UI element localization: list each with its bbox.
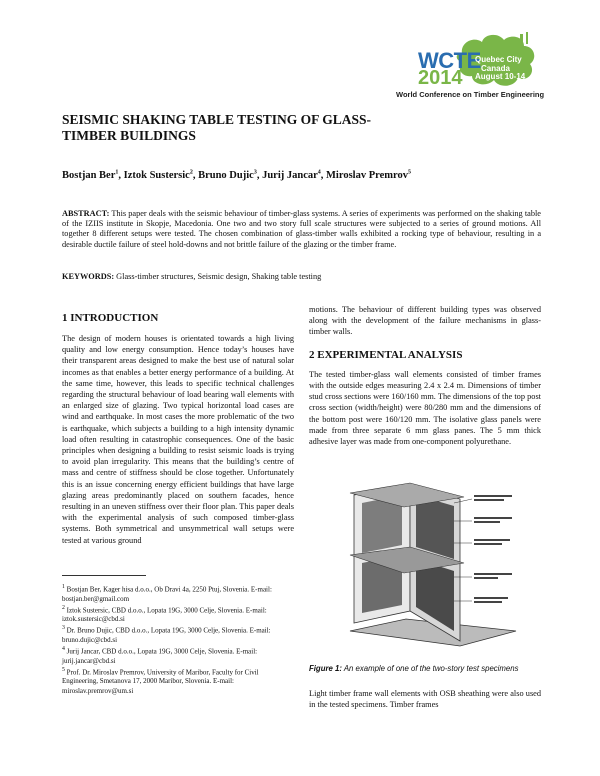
figure-test-specimen [340,481,518,652]
footnote-divider [62,575,146,576]
right-column [309,304,541,447]
footnotes [62,583,294,696]
author: Iztok Sustersic$^2$, [123,169,199,181]
section-heading-experimental: 2 EXPERIMENTAL ANALYSIS [309,348,463,361]
figure-label: Figure 1: [309,664,342,673]
abstract-text: This paper deals with the seismic behaviour of timber-glass systems. A series of experiments was performed on the shaking table of the IZIIS institute in Skopje, Macedonia. One two and two story full scale structures were subjected to a series of ground motions. All together 8 different setups were tested. The chosen combination of glass-timber walls exhibited a rocking type of behaviour, resulting in a desirable ductile failure of steel hold-downs and not brittle failure of the glazing or the timber frame. [62,209,541,249]
column2-bottom-text: Light timber frame wall elements with OSB sheathing were also used in the tested specimens. Timber frames [309,689,541,710]
footnote: $^5$ Prof. Dr. Miroslav Premrov, University of Maribor, Faculty for Civil Engineering, Smetanova 17, 2000 Maribor, Slovenia. E-mail: miroslav.premrov@um.si [62,666,259,695]
logo-acronym: WCTE [418,48,481,73]
conference-name: World Conference on Timber Engineering [396,90,545,99]
keywords-text: Glass-timber structures, Seismic design, Shaking table testing [116,272,322,281]
experimental-text: The tested timber-glass wall elements consisted of timber frames with the outside edges measuring 2.4 x 2.4 m. Dimensions of timber stud cross sections were 160/160 mm. The dimensions of the top post cross section (width/height) were 80/280 mm and the dimensions of the bottom post were 160/120 mm. The isolative glass panels were made from three separate 6 mm glass panes. The 5 mm thick adhesive layer was made from one-component polyurethane. [309,369,541,447]
author: Jurij Jancar$^4$, [262,169,327,181]
keywords [62,272,541,281]
left-column: 1 INTRODUCTION The design of modern houses is orientated towards a high living quality and low energy consumption. Hence today’s houses have their transparent areas designed to make the best use of natural solar incomes as that enables a better energy performance of a building. At the same time, however, this leads to specific technical challenges regarding the structural behaviour of load bearing wall elements with an enlarged size of glazing. Two typical horizontal load cases are wind and earthquake. In most cases the more problematic of the two is earthquake, which subjects a building to a high intensity dynamic load often resulting in catastrophic consequences. One of the basic principles when designing a building to resist seismic loads is trying to avoid plan irregularity. This means that the building’s centre of mass and centre of stiffness should be close together. Unfortunately this is an issue concerning energy efficient buildings that have large glazing areas predominantly placed on southern facades, hence resulting in an uneven stiffness over their floor plan. This paper deals with the experimental analysis of such composed timber-glass systems. Both symmetrical and unsymmetrical wall setups were tested at various ground [62,312,294,545]
author-list [62,169,411,181]
logo-dates: August 10-14 [475,72,526,81]
keywords-label: KEYWORDS: [62,272,115,281]
figure-caption [309,664,541,674]
footnote: $^4$ Jurij Jancar, CBD d.o.o., Lopata 19G, 3000 Celje, Slovenia. E-mail: jurij.jancar@cbd.si [62,646,258,665]
author: Miroslav Premrov$^5$ [326,169,411,181]
abstract-label: ABSTRACT: [62,209,110,218]
footnote: $^3$ Dr. Bruno Dujic, CBD d.o.o., Lopata 19G, 3000 Celje, Slovenia. E-mail: bruno.dujic@cbd.si [62,625,271,644]
abstract [62,209,541,250]
logo-country: Canada [481,63,510,73]
continuation-text: motions. The behaviour of different building types was observed along with the development of the failure mechanisms in glass-timber walls. [309,305,541,337]
logo-city: Quebec City [475,55,522,64]
footnote: $^2$ Iztok Sustersic, CBD d.o.o., Lopata 19G, 3000 Celje, Slovenia. E-mail: iztok.sustersic@cbd.si [62,604,267,624]
footnote: $^1$ Bostjan Ber, Kager hisa d.o.o., Ob Dravi 4a, 2250 Ptuj, Slovenia. E-mail: bostjan.ber@gmail.com [62,584,272,603]
paper-title: SEISMIC SHAKING TABLE TESTING OF GLASS-TIMBER BUILDINGS [62,112,371,143]
logo-year: 2014 [418,67,463,89]
logo-location [475,56,525,82]
figure-caption-text: An example of one of the two-story test specimens [343,664,519,673]
introduction-text: The design of modern houses is orientated towards a high living quality and low energy consumption. Hence today’s houses have their transparent areas designed to make the best use of natural solar incomes as that enables a better energy performance of a building. At the same time, however, this leads to specific technical challenges regarding the structural behaviour of load bearing wall elements with an enlarged size of glazing. Two typical horizontal load cases are wind and earthquake. In most cases the more problematic of the two is earthquake, which subjects a building to a high intensity dynamic load often resulting in catastrophic consequences. One of the basic principles when designing a building to resist seismic loads is trying to avoid plan irregularity. This means that the building’s centre of mass and centre of stiffness should be close together. Unfortunately this is an issue concerning energy efficient buildings that have large glazing areas predominantly placed on southern facades, hence resulting in an uneven stiffness over their floor plan. This paper deals with the experimental analysis of such composed timber-glass systems. Both symmetrical and unsymmetrical wall setups were tested at various ground [62,334,294,545]
author: Bruno Dujic$^3$, [198,169,263,181]
author: Bostjan Ber$^1$, [62,169,124,181]
